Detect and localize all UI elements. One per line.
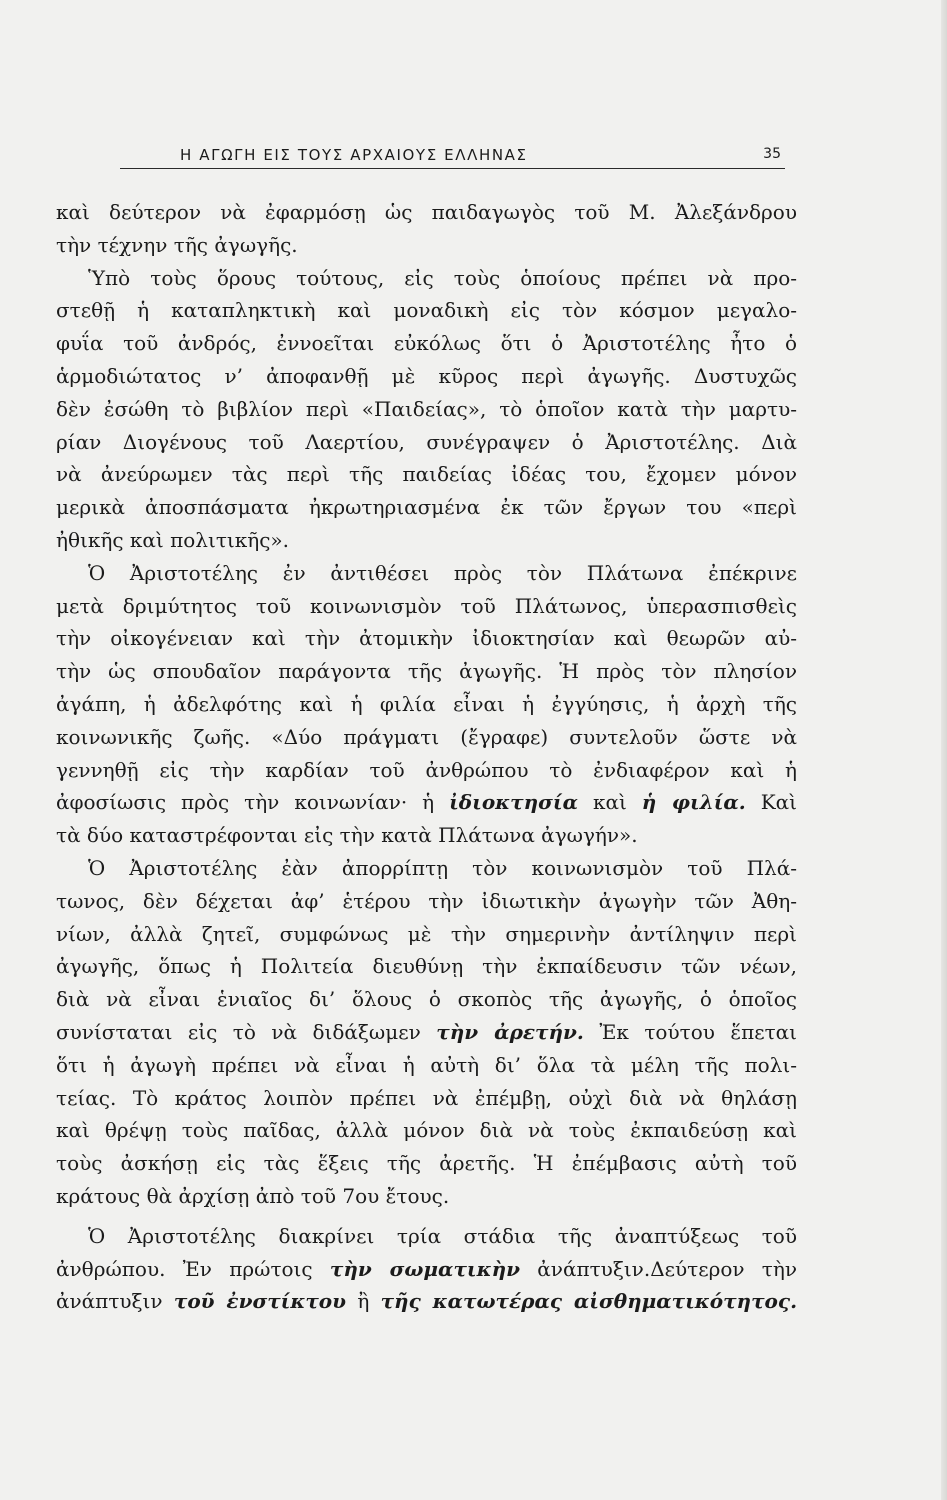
header-rule (120, 168, 785, 169)
text-line (56, 786, 797, 819)
text-run: καὶ (592, 790, 627, 815)
text-run: Καὶ (760, 790, 798, 815)
text-line: γεννηθῇ εἰς τὴν καρδίαν τοῦ ἀνθρώπου τὸ ἐνδιαφέρον καὶ ἡ (56, 757, 797, 782)
page-number: 35 (763, 146, 781, 162)
text-line: ἠθικῆς καὶ πολιτικῆς». (56, 527, 289, 552)
page-edge (941, 0, 947, 1500)
text-run: ἀνάπτυξιν (56, 1289, 163, 1314)
emphasis-somatiki: τὴν σωματικὴν (329, 1256, 520, 1281)
text-line: Ὁ Ἀριστοτέλης ἐν ἀντιθέσει πρὸς τὸν Πλάτωνα ἐπέκρινε (88, 560, 797, 585)
text-run: Ἐκ τούτου ἕπεται (599, 1019, 798, 1044)
emphasis-enstiktou: τοῦ ἐνστίκτου (173, 1289, 347, 1314)
text-line: τωνος, δὲν δέχεται ἀφ’ ἑτέρου τὴν ἰδιωτικὴν ἀγωγὴν τῶν Ἀθη- (56, 888, 797, 913)
text-line: Ὁ Ἀριστοτέλης ἐὰν ἀπορρίπτῃ τὸν κοινωνισμὸν τοῦ Πλά- (88, 855, 797, 880)
text-line: Ὑπὸ τοὺς ὅρους τούτους, εἰς τοὺς ὁποίους πρέπει νὰ προ- (88, 265, 797, 290)
text-line: νὰ ἀνεύρωμεν τὰς περὶ τῆς παιδείας ἰδέας του, ἔχομεν μόνον (56, 462, 797, 487)
text-line: μετὰ δριμύτητος τοῦ κοινωνισμὸν τοῦ Πλάτωνος, ὑπερασπισθεὶς (56, 593, 797, 618)
text-run: ἢ (357, 1289, 370, 1314)
text-line: ἀγάπη, ἡ ἀδελφότης καὶ ἡ φιλία εἶναι ἡ ἐγγύησις, ἡ ἀρχὴ τῆς (56, 691, 797, 716)
text-line (56, 1253, 797, 1286)
text-line: τοὺς ἀσκήσῃ εἰς τὰς ἕξεις τῆς ἀρετῆς. Ἡ ἐπέμβασις αὐτὴ τοῦ (56, 1151, 797, 1176)
text-line: στεθῇ ἡ καταπληκτικὴ καὶ μοναδικὴ εἰς τὸν κόσμον μεγαλο- (56, 298, 797, 323)
text-line: ἀγωγῆς, ὅπως ἡ Πολιτεία διευθύνῃ τὴν ἐκπαίδευσιν τῶν νέων, (56, 954, 797, 979)
text-line: τὴν οἰκογένειαν καὶ τὴν ἀτομικὴν ἰδιοκτησίαν καὶ θεωρῶν αὐ- (56, 626, 797, 651)
text-line: ρίαν Διογένους τοῦ Λαερτίου, συνέγραψεν ὁ Ἀριστοτέλης. Διὰ (56, 429, 797, 454)
text-line: τὴν τέχνην τῆς ἀγωγῆς. (56, 232, 298, 257)
paragraph-2 (56, 262, 797, 557)
emphasis-idioktisia: ἰδιοκτησία (449, 790, 578, 815)
text-line: μερικὰ ἀποσπάσματα ἠκρωτηριασμένα ἐκ τῶν ἔργων του «περὶ (56, 495, 797, 520)
text-line: τὴν ὡς σπουδαῖον παράγοντα τῆς ἀγωγῆς. Ἡ πρὸς τὸν πλησίον (56, 659, 797, 684)
emphasis-filia: ἡ φιλία. (641, 790, 746, 815)
text-line: Ὁ Ἀριστοτέλης διακρίνει τρία στάδια τῆς ἀναπτύξεως τοῦ (88, 1223, 797, 1248)
text-run: ἀνάπτυξιν.Δεύτερον τὴν (537, 1256, 798, 1281)
text-run: ἀφοσίωσις πρὸς τὴν κοινωνίαν· ἡ (56, 790, 435, 815)
paragraph-5 (56, 1220, 797, 1318)
text-line: κοινωνικῆς ζωῆς. «Δύο πράγματι (ἔγραφε) συντελοῦν ὥστε νὰ (56, 724, 797, 749)
text-line: νίων, ἀλλὰ ζητεῖ, συμφώνως μὲ τὴν σημερινὴν ἀντίληψιν περὶ (56, 921, 797, 946)
text-line (56, 1016, 797, 1049)
text-run: συνίσταται εἰς τὸ νὰ διδάξωμεν (56, 1019, 421, 1044)
emphasis-areti: τὴν ἀρετήν. (436, 1019, 584, 1044)
text-line: δὲν ἐσώθη τὸ βιβλίον περὶ «Παιδείας», τὸ ὁποῖον κατὰ τὴν μαρτυ- (56, 396, 797, 421)
text-line: καὶ δεύτερον νὰ ἐφαρμόσῃ ὡς παιδαγωγὸς τοῦ Μ. Ἀλεξάνδρου (56, 200, 797, 224)
text-line: τείας. Τὸ κράτος λοιπὸν πρέπει νὰ ἐπέμβῃ, οὐχὶ διὰ νὰ θηλάσῃ (56, 1085, 797, 1110)
running-header (120, 146, 785, 174)
text-line: ὅτι ἡ ἀγωγὴ πρέπει νὰ εἶναι ἡ αὐτὴ δι’ ὅλα τὰ μέλη τῆς πολι- (56, 1052, 797, 1077)
running-header-title: Η ΑΓΩΓΗ ΕΙΣ ΤΟΥΣ ΑΡΧΑΙΟΥΣ ΕΛΛΗΝΑΣ (180, 146, 528, 164)
text-line: καὶ θρέψῃ τοὺς παῖδας, ἀλλὰ μόνον διὰ νὰ τοὺς ἐκπαιδεύσῃ καὶ (56, 1118, 797, 1143)
text-line (56, 1285, 797, 1318)
paragraph-1 (56, 196, 797, 262)
text-line: διὰ νὰ εἶναι ἑνιαῖος δι’ ὅλους ὁ σκοπὸς τῆς ἀγωγῆς, ὁ ὁποῖος (56, 987, 797, 1012)
body-text (56, 196, 797, 1318)
paragraph-4 (56, 852, 797, 1213)
text-line: ἁρμοδιώτατος ν’ ἀποφανθῇ μὲ κῦρος περὶ ἀγωγῆς. Δυστυχῶς (56, 363, 797, 388)
emphasis-aisthimatikotitos: τῆς κατωτέρας αἰσθηματικότητος. (380, 1289, 798, 1314)
text-line: τὰ δύο καταστρέφονται εἰς τὴν κατὰ Πλάτωνα ἀγωγήν». (56, 823, 638, 848)
text-line: κράτους θὰ ἀρχίσῃ ἀπὸ τοῦ 7ου ἔτους. (56, 1183, 450, 1208)
text-line: φυΐα τοῦ ἀνδρός, ἐννοεῖται εὐκόλως ὅτι ὁ Ἀριστοτέλης ἦτο ὁ (56, 331, 797, 356)
paragraph-3 (56, 557, 797, 852)
text-run: ἀνθρώπου. Ἐν πρώτοις (56, 1256, 313, 1281)
